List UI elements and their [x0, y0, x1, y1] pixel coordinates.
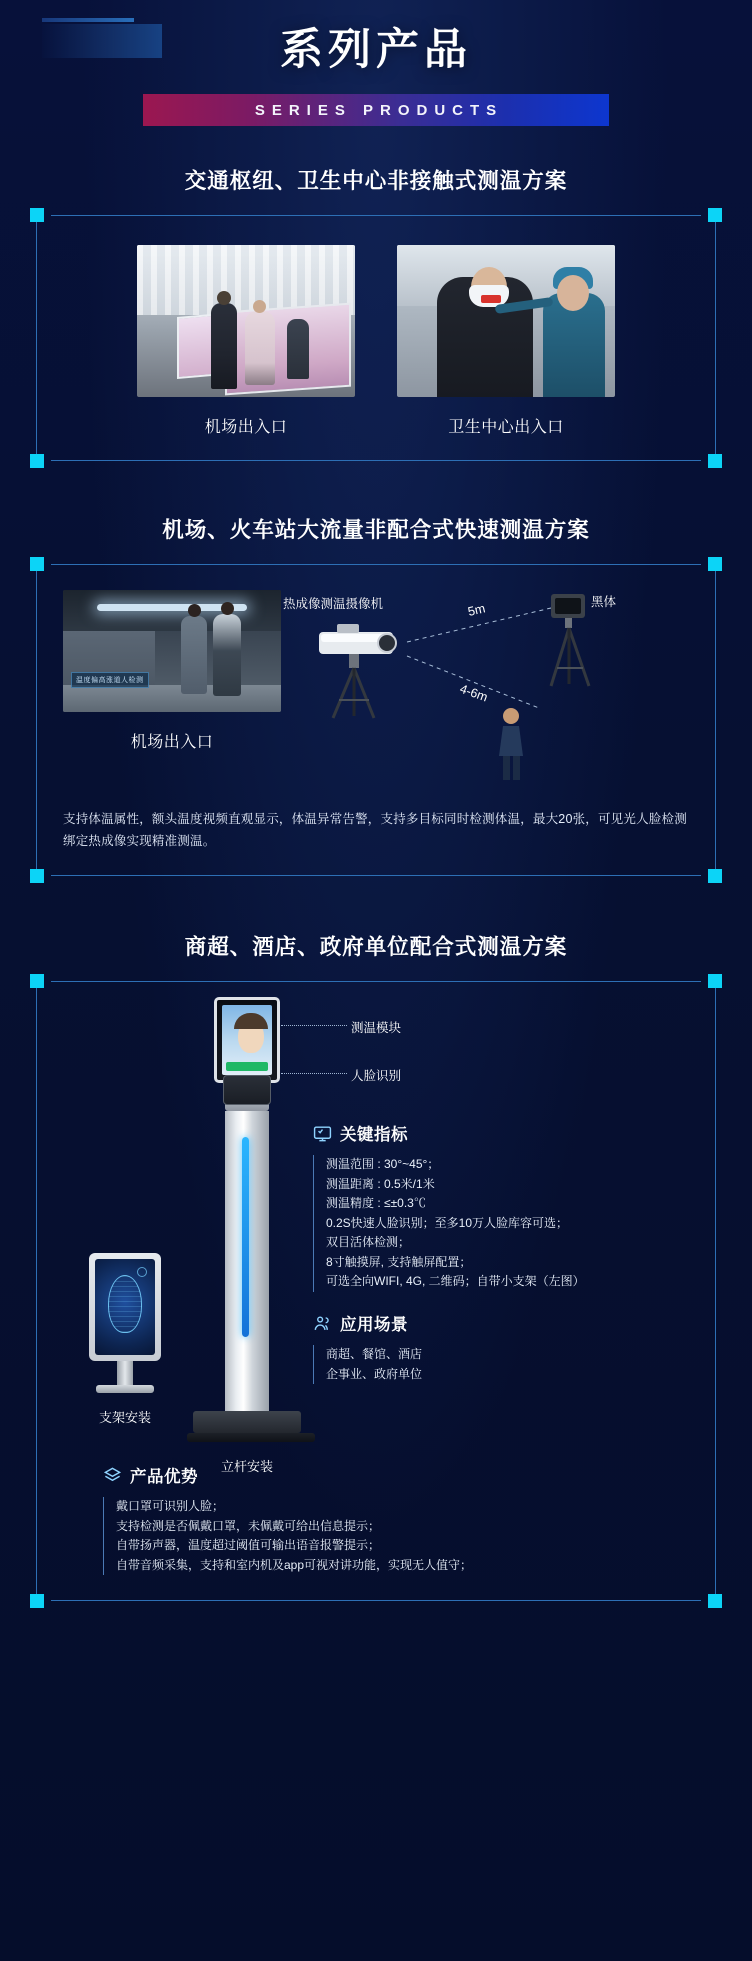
section-2-body: [37, 564, 715, 790]
section-2-heading: 机场、火车站大流量非配合式快速测温方案: [162, 518, 590, 542]
block-advantages-header: [103, 1463, 472, 1487]
section-2: [0, 513, 752, 876]
diagram-label-blackbody: 黑体: [591, 595, 617, 609]
list-item: 测温精度 : ≤±0.3℃: [326, 1196, 426, 1210]
section-2-photo-wrap: [37, 590, 281, 790]
diagram-label-distance-bottom: 4-6m: [457, 681, 490, 705]
corner-marker: [30, 557, 44, 571]
header-subtitle-ribbon: [143, 94, 609, 126]
list-item: 企事业、政府单位: [326, 1366, 423, 1381]
bracket-device-body: [89, 1253, 161, 1361]
callout-label-thermal-module: 测温模块: [351, 1021, 402, 1035]
photo-caption: 机场出入口: [130, 734, 214, 751]
kiosk-base-plate: [187, 1433, 315, 1442]
block-advantages-list: [103, 1497, 472, 1575]
corner-marker: [708, 454, 722, 468]
block-scenarios-list: [313, 1345, 422, 1384]
diagram-label-distance-top: 5m: [466, 601, 487, 619]
section-1-heading: 交通枢纽、卫生中心非接触式测温方案: [184, 169, 568, 193]
thermal-setup-diagram: [281, 590, 721, 790]
device-bracket-mount: [77, 1253, 173, 1426]
block-key-specs: [313, 1121, 585, 1292]
kiosk-base: [193, 1411, 301, 1433]
block-advantages: [103, 1463, 472, 1575]
page-title: 系列产品: [280, 26, 472, 74]
corner-marker: [708, 557, 722, 571]
corner-marker: [708, 869, 722, 883]
layers-icon: [103, 1466, 122, 1485]
section-3-frame: [36, 981, 716, 1601]
kiosk-mount-pad: [223, 1075, 271, 1105]
list-item: 8寸触摸屏, 支持触屏配置；: [326, 1254, 472, 1269]
list-item: 测温范围 : 30°~45°；: [326, 1157, 440, 1171]
section-2-frame: [36, 564, 716, 876]
section-2-note: 支持体温属性，额头温度视频直观显示，体温异常告警，支持多目标同时检测体温，最大20张，可见光人脸检测绑定热成像实现精准测温。: [63, 812, 687, 848]
photo-card-airport: [137, 245, 355, 437]
page-header: [0, 0, 752, 150]
bracket-device-neck: [117, 1361, 133, 1385]
diagram-label-camera: 热成像测温摄像机: [283, 597, 384, 611]
photo-overlay-tag: 温度偏高涨道人检测: [71, 672, 149, 688]
section-1-frame: [36, 215, 716, 461]
photo-caption: 卫生中心出入口: [448, 419, 564, 436]
list-item: 商超、餐馆、酒店: [326, 1347, 423, 1361]
callout-leader-line: [281, 1025, 347, 1026]
section-3-heading: 商超、酒店、政府单位配合式测温方案: [184, 935, 568, 959]
block-key-specs-title: 关键指标: [340, 1126, 408, 1144]
block-scenarios-header: [313, 1311, 422, 1335]
corner-marker: [30, 208, 44, 222]
block-advantages-title: 产品优势: [130, 1468, 198, 1486]
section-2-diagram: [281, 590, 721, 790]
corner-marker: [30, 454, 44, 468]
list-item: 测温距离 : 0.5米/1米: [326, 1176, 435, 1191]
list-item: 双目活体检测；: [326, 1235, 411, 1249]
list-item: 自带扬声器，温度超过阈值可输出语音报警提示；: [116, 1538, 381, 1552]
callout-leader-line: [281, 1073, 347, 1074]
block-scenarios-title: 应用场景: [340, 1316, 408, 1334]
section-3-body: [37, 981, 715, 1601]
header-subtitle: SERIES PRODUCTS: [254, 101, 504, 119]
corner-marker: [708, 208, 722, 222]
block-key-specs-header: [313, 1121, 585, 1145]
block-key-specs-list: [313, 1155, 585, 1292]
device-caption-bracket: 支架安装: [98, 1410, 151, 1425]
kiosk-pole: [225, 1111, 269, 1411]
corner-marker: [30, 869, 44, 883]
section-3: [0, 930, 752, 1601]
section-1: [0, 164, 752, 461]
list-item: 戴口罩可识别人脸；: [116, 1499, 225, 1513]
device-pole-mount: [187, 997, 307, 1475]
photo-airport-entrance: [137, 245, 355, 397]
photo-health-center-entrance: [397, 245, 615, 397]
callout-label-face-recognition: 人脸识别: [351, 1069, 402, 1083]
block-scenarios: [313, 1311, 422, 1384]
device-caption-pole: 立杆安装: [220, 1459, 273, 1474]
list-item: 支持检测是否佩戴口罩，未佩戴可给出信息提示；: [116, 1518, 381, 1533]
people-icon: [313, 1314, 332, 1333]
photo-corridor-passage: [63, 590, 281, 712]
list-item: 可选全向WIFI, 4G, 二维码；自带小支架（左图）: [326, 1274, 585, 1288]
list-item: 0.2S快速人脸识别；至多10万人脸库容可选；: [326, 1215, 569, 1230]
bracket-device-foot: [96, 1385, 154, 1393]
list-item: 自带音频采集，支持和室内机及app可视对讲功能，实现无人值守；: [116, 1557, 473, 1572]
photo-caption: 机场出入口: [204, 419, 288, 436]
monitor-icon: [313, 1124, 332, 1143]
kiosk-led-strip: [242, 1137, 249, 1337]
kiosk-screen: [214, 997, 280, 1083]
section-1-photo-row: [37, 215, 715, 443]
photo-card-health-center: [397, 245, 615, 437]
